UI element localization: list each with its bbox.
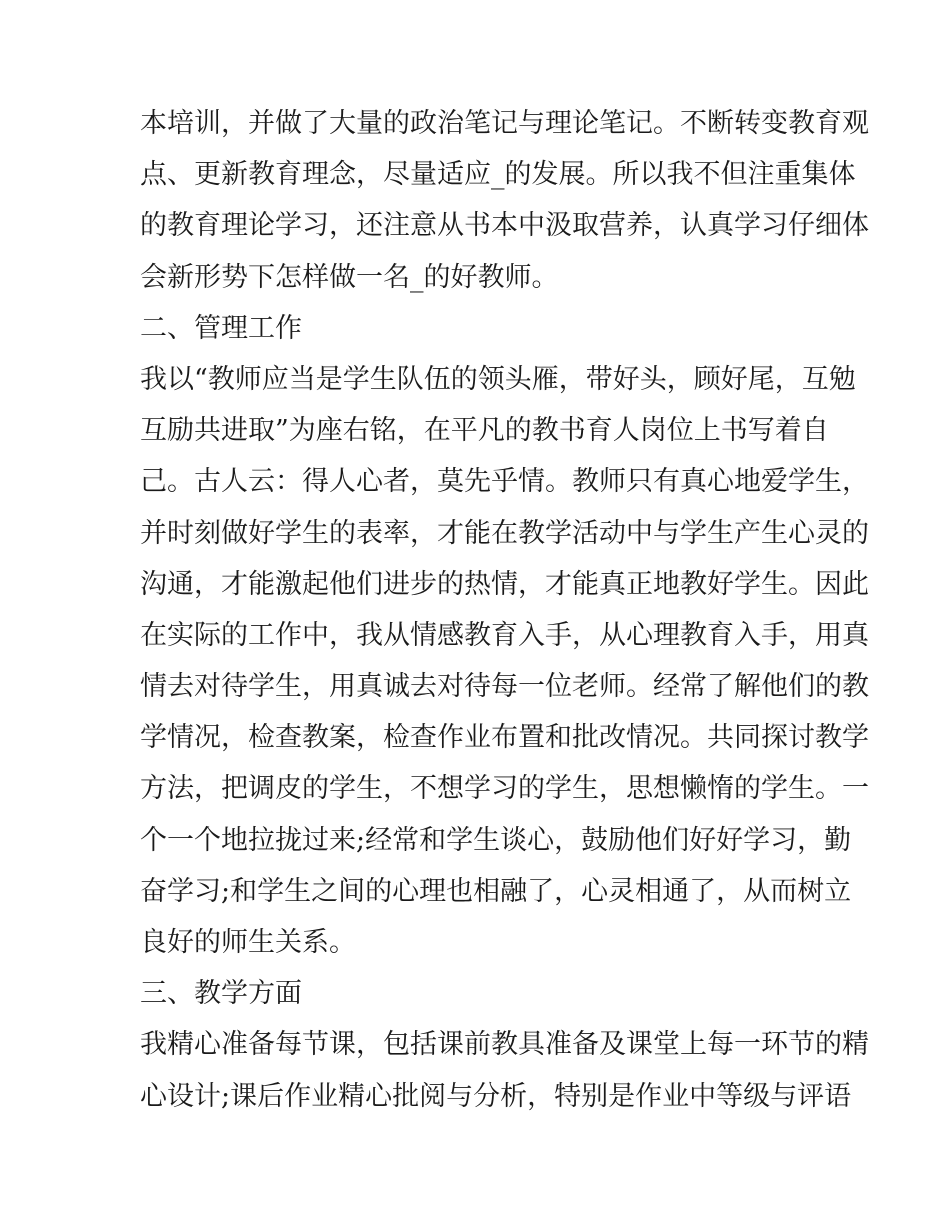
text-line: 在实际的工作中，我从情感教育入手，从心理教育入手，用真	[140, 619, 869, 651]
text-line: 己。古人云：得人心者，莫先乎情。教师只有真心地爱学生，	[140, 466, 869, 498]
text-line: 奋学习;和学生之间的心理也相融了，心灵相通了，从而树立	[140, 875, 852, 907]
section-heading-management: 二、管理工作	[140, 312, 302, 344]
text-line: 并时刻做好学生的表率，才能在教学活动中与学生产生心灵的	[140, 517, 869, 549]
text-line: 我以“教师应当是学生队伍的领头雁，带好头，顾好尾，互勉	[140, 363, 856, 395]
document-body	[140, 98, 869, 1122]
text-line: 心设计;课后作业精心批阅与分析，特别是作业中等级与评语	[140, 1080, 852, 1112]
text-line: 良好的师生关系。	[140, 927, 356, 958]
text-line: 的教育理论学习，还注意从书本中汲取营养，认真学习仔细体	[140, 210, 869, 242]
text-line: 个一个地拉拢过来;经常和学生谈心，鼓励他们好好学习，勤	[140, 824, 852, 856]
text-line: 点、更新教育理念，尽量适应_的发展。所以我不但注重集体	[140, 159, 856, 191]
text-line: 方法，把调皮的学生，不想学习的学生，思想懒惰的学生。一	[140, 773, 869, 805]
text-line: 会新形势下怎样做一名_的好教师。	[140, 261, 559, 293]
text-line: 沟通，才能激起他们进步的热情，才能真正地教好学生。因此	[140, 568, 869, 600]
text-line: 学情况，检查教案，检查作业布置和批改情况。共同探讨教学	[140, 722, 869, 754]
text-line: 我精心准备每节课，包括课前教具准备及课堂上每一环节的精	[140, 1029, 869, 1061]
text-line: 情去对待学生，用真诚去对待每一位老师。经常了解他们的教	[140, 671, 869, 703]
text-line: 互励共进取”为座右铭，在平凡的教书育人岗位上书写着自	[140, 415, 829, 447]
text-line: 本培训，并做了大量的政治笔记与理论笔记。不断转变教育观	[140, 108, 869, 139]
section-heading-teaching: 三、教学方面	[140, 978, 302, 1010]
